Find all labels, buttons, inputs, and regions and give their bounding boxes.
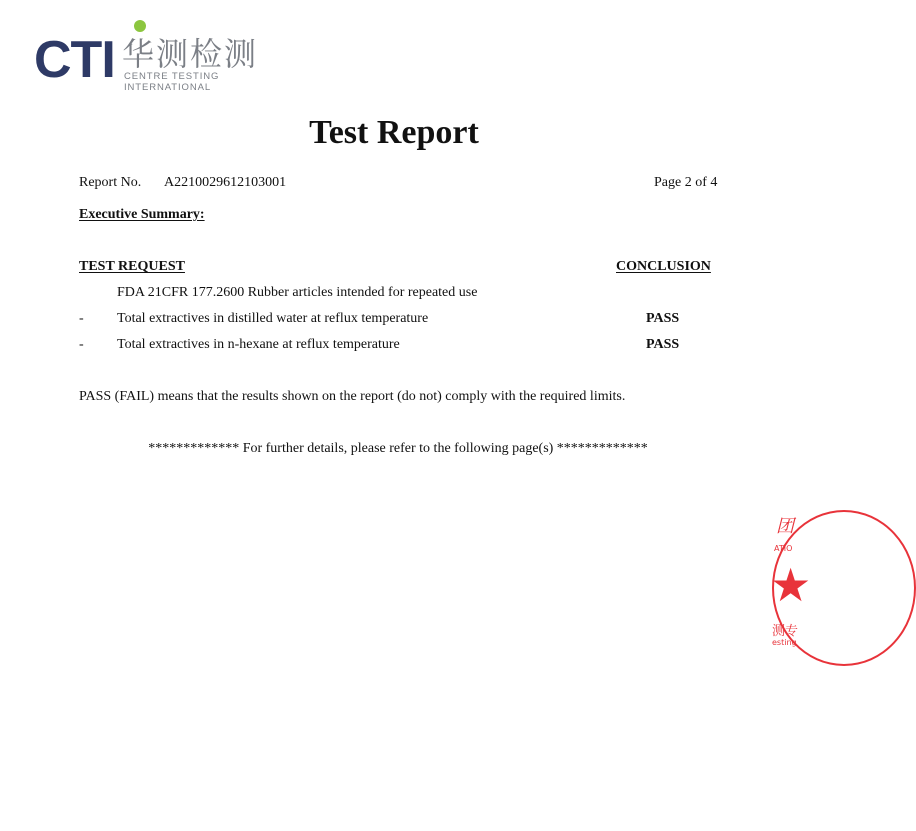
star-icon: ★ [770,558,812,612]
further-details-note: ************* For further details, please refer to the following page(s) ************* [148,441,648,456]
row-test-item: Total extractives in distilled water at reflux temperature [117,311,429,326]
executive-summary-heading: Executive Summary: [79,207,205,222]
test-request-header: TEST REQUEST [79,259,185,274]
row-test-item: Total extractives in n-hexane at reflux temperature [117,337,400,352]
report-no-label: Report No. [79,175,142,190]
pass-fail-note: PASS (FAIL) means that the results shown on the report (do not) comply with the required limits. [79,389,626,404]
stamp-char-bottom: 测专 [772,624,799,639]
stamp-text-bottom: esting [772,638,797,647]
logo-dot-icon [134,20,146,32]
company-logo [34,20,294,93]
report-title: Test Report [309,114,479,151]
logo-chinese-name: 华测检测 [122,35,259,73]
row-result: PASS [646,311,680,326]
logo-english-name: CENTRE TESTING INTERNATIONAL [124,71,220,93]
logo-brand: CTI [34,31,115,89]
official-stamp [768,510,812,670]
stamp-text-top: ATIO [774,544,793,553]
page-number: Page 2 of 4 [654,175,718,190]
test-standard: FDA 21CFR 177.2600 Rubber articles intended for repeated use [117,285,478,300]
row-result: PASS [646,337,680,352]
stamp-char-top: 团 [776,516,794,537]
report-no-value: A2210029612103001 [164,175,287,190]
conclusion-header: CONCLUSION [616,259,711,274]
row-bullet: - [79,311,84,326]
row-bullet: - [79,337,84,352]
